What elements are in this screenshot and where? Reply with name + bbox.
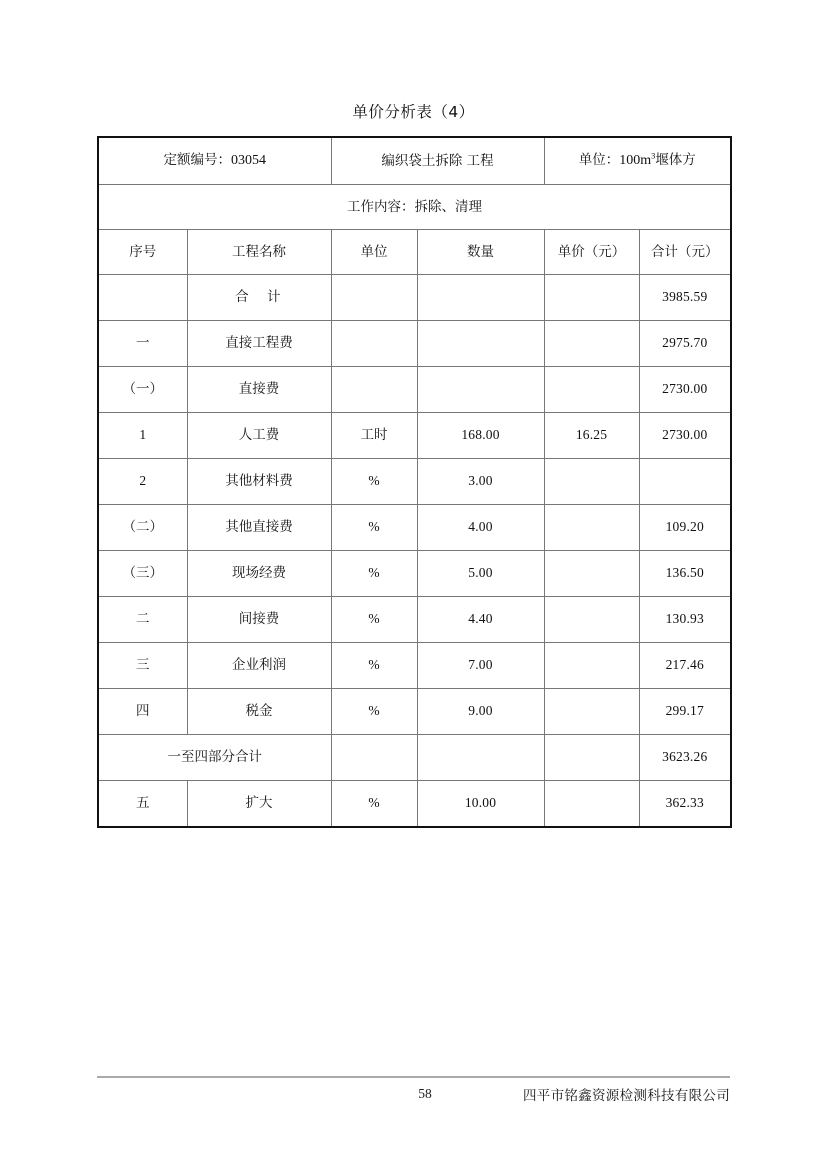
column-header-qty: 数量 bbox=[417, 230, 544, 275]
cell-quantity: 168.00 bbox=[417, 413, 544, 459]
cell-unit: % bbox=[331, 781, 417, 828]
cell-quantity bbox=[417, 275, 544, 321]
cell-seq: 1 bbox=[98, 413, 187, 459]
cell-quantity: 7.00 bbox=[417, 643, 544, 689]
cell-unit bbox=[331, 321, 417, 367]
table-row bbox=[98, 689, 731, 735]
cell-unit: % bbox=[331, 505, 417, 551]
column-header-total: 合计（元） bbox=[639, 230, 731, 275]
cell-unit-price bbox=[544, 551, 639, 597]
cell-unit: % bbox=[331, 643, 417, 689]
table-row bbox=[98, 413, 731, 459]
table-row-work-content bbox=[98, 185, 731, 230]
cell-name: 直接工程费 bbox=[187, 321, 331, 367]
cell-unit-price bbox=[544, 459, 639, 505]
cell-seq: 四 bbox=[98, 689, 187, 735]
cell-quantity bbox=[417, 735, 544, 781]
cell-unit bbox=[331, 367, 417, 413]
cell-total: 2730.00 bbox=[639, 413, 731, 459]
unit-price-analysis-table-wrapper bbox=[97, 136, 730, 828]
cell-seq: 三 bbox=[98, 643, 187, 689]
cell-unit-price: 16.25 bbox=[544, 413, 639, 459]
cell-unit-price bbox=[544, 321, 639, 367]
cell-name: 其他材料费 bbox=[187, 459, 331, 505]
cell-seq: （二） bbox=[98, 505, 187, 551]
cell-unit bbox=[331, 275, 417, 321]
cell-row-label: 一至四部分合计 bbox=[98, 735, 331, 781]
cell-seq: 二 bbox=[98, 597, 187, 643]
unit-label: 单位： bbox=[578, 152, 620, 169]
cell-unit-price bbox=[544, 505, 639, 551]
cell-quantity: 3.00 bbox=[417, 459, 544, 505]
cell-quantity bbox=[417, 321, 544, 367]
cell-name: 人工费 bbox=[187, 413, 331, 459]
column-header-name: 工程名称 bbox=[187, 230, 331, 275]
estimate-code-label: 定额编号： bbox=[163, 152, 231, 169]
cell-quantity: 9.00 bbox=[417, 689, 544, 735]
cell-name: 扩大 bbox=[187, 781, 331, 828]
cell-name: 企业利润 bbox=[187, 643, 331, 689]
cell-unit: % bbox=[331, 689, 417, 735]
unit-exponent: 3 bbox=[651, 151, 656, 161]
cell-total bbox=[639, 459, 731, 505]
cell-name: 现场经费 bbox=[187, 551, 331, 597]
table-row bbox=[98, 597, 731, 643]
cell-quantity: 4.00 bbox=[417, 505, 544, 551]
cell-total: 3623.26 bbox=[639, 735, 731, 781]
table-row-column-headers bbox=[98, 230, 731, 275]
cell-total: 362.33 bbox=[639, 781, 731, 828]
cell-total: 109.20 bbox=[639, 505, 731, 551]
cell-unit-price bbox=[544, 367, 639, 413]
cell-seq: 五 bbox=[98, 781, 187, 828]
page-title: 单价分析表（4） bbox=[352, 103, 475, 121]
cell-quantity: 5.00 bbox=[417, 551, 544, 597]
cell-unit-price bbox=[544, 781, 639, 828]
cell-seq: （三） bbox=[98, 551, 187, 597]
cell-name: 合 计 bbox=[187, 275, 331, 321]
cell-total: 2975.70 bbox=[639, 321, 731, 367]
cell-total: 3985.59 bbox=[639, 275, 731, 321]
unit-price-analysis-table bbox=[97, 136, 732, 828]
table-row bbox=[98, 781, 731, 828]
table-row bbox=[98, 459, 731, 505]
unit-suffix: 堰体方 bbox=[655, 152, 696, 169]
table-row bbox=[98, 275, 731, 321]
project-name-cell: 编织袋土拆除 工程 bbox=[331, 137, 544, 185]
table-row bbox=[98, 551, 731, 597]
cell-unit: % bbox=[331, 597, 417, 643]
cell-total: 299.17 bbox=[639, 689, 731, 735]
cell-unit-price bbox=[544, 689, 639, 735]
cell-quantity bbox=[417, 367, 544, 413]
footer-company-name: 四平市铭鑫资源检测科技有限公司 bbox=[523, 1088, 730, 1104]
cell-name: 其他直接费 bbox=[187, 505, 331, 551]
cell-unit: % bbox=[331, 459, 417, 505]
cell-total: 217.46 bbox=[639, 643, 731, 689]
unit-cell bbox=[544, 137, 731, 185]
cell-unit-price bbox=[544, 275, 639, 321]
unit-value: 100m bbox=[619, 153, 652, 169]
estimate-code-value: 03054 bbox=[231, 153, 266, 169]
footer-page-number: 58 bbox=[418, 1086, 432, 1101]
cell-name: 间接费 bbox=[187, 597, 331, 643]
cell-name: 直接费 bbox=[187, 367, 331, 413]
cell-unit-price bbox=[544, 735, 639, 781]
footer-divider bbox=[97, 1076, 730, 1078]
cell-total: 130.93 bbox=[639, 597, 731, 643]
cell-seq: 2 bbox=[98, 459, 187, 505]
column-header-unit: 单位 bbox=[331, 230, 417, 275]
table-row bbox=[98, 321, 731, 367]
cell-seq: 一 bbox=[98, 321, 187, 367]
cell-unit: 工时 bbox=[331, 413, 417, 459]
cell-total: 2730.00 bbox=[639, 367, 731, 413]
cell-seq bbox=[98, 275, 187, 321]
cell-unit-price bbox=[544, 597, 639, 643]
column-header-price: 单价（元） bbox=[544, 230, 639, 275]
cell-seq: （一） bbox=[98, 367, 187, 413]
table-row-header-info bbox=[98, 137, 731, 185]
cell-total: 136.50 bbox=[639, 551, 731, 597]
cell-unit-price bbox=[544, 643, 639, 689]
table-row bbox=[98, 643, 731, 689]
estimate-code-cell bbox=[98, 137, 331, 185]
cell-quantity: 10.00 bbox=[417, 781, 544, 828]
table-row bbox=[98, 505, 731, 551]
table-row bbox=[98, 735, 731, 781]
table-row bbox=[98, 367, 731, 413]
cell-quantity: 4.40 bbox=[417, 597, 544, 643]
column-header-seq: 序号 bbox=[98, 230, 187, 275]
cell-name: 税金 bbox=[187, 689, 331, 735]
cell-unit bbox=[331, 735, 417, 781]
work-content-cell: 工作内容：拆除、清理 bbox=[98, 185, 731, 230]
cell-unit: % bbox=[331, 551, 417, 597]
